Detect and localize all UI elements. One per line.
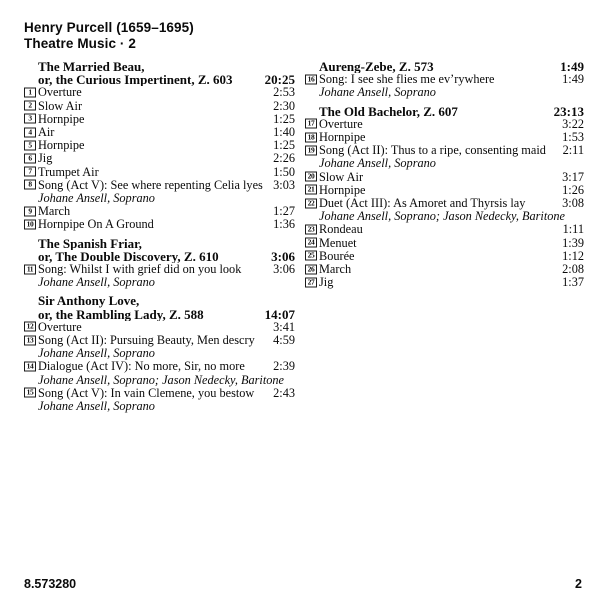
track-title: Trumpet Air — [38, 165, 99, 179]
track-number-box: 9 — [24, 206, 36, 216]
work-title-line — [305, 105, 584, 118]
track-title: Menuet — [319, 236, 357, 250]
track-title: Hornpipe — [38, 112, 85, 126]
track-title: Dialogue (Act IV): No more, Sir, no more — [38, 360, 245, 374]
track-duration: 1:12 — [562, 248, 584, 263]
track-row — [24, 86, 295, 99]
track-title: Hornpipe — [38, 139, 85, 153]
work-title-line — [24, 237, 295, 250]
track-number-box: 26 — [305, 264, 317, 274]
track-row — [24, 152, 295, 165]
track-title: Jig — [38, 152, 53, 166]
track-number-box: 23 — [305, 225, 317, 235]
track-duration: 2:26 — [273, 151, 295, 166]
track-row — [24, 360, 295, 373]
track-number-box: 11 — [24, 264, 36, 274]
track-number-box: 4 — [24, 127, 36, 137]
track-duration: 3:41 — [273, 319, 295, 334]
track-title: Bourée — [319, 249, 355, 263]
track-duration: 2:08 — [562, 262, 584, 277]
track-title: Song (Act II): Pursuing Beauty, Men descry — [38, 334, 255, 348]
track-title: Slow Air — [319, 170, 364, 184]
track-duration: 1:27 — [273, 204, 295, 219]
track-title: Song (Act V): In vain Clemene, you bestow — [38, 386, 255, 400]
track-duration: 1:39 — [562, 235, 584, 250]
track-number-box: 14 — [24, 362, 36, 372]
work-title-line — [24, 308, 295, 321]
track-title: Overture — [319, 117, 363, 131]
track-performers: Johane Ansell, Soprano — [319, 156, 436, 171]
track-duration: 4:59 — [273, 333, 295, 348]
track-title: Hornpipe — [319, 131, 366, 145]
track-duration: 1:36 — [273, 217, 295, 232]
track-duration: 3:17 — [562, 169, 584, 184]
track-number-box: 18 — [305, 132, 317, 142]
track-number-box: 27 — [305, 277, 317, 287]
work-total-duration: 3:06 — [271, 248, 295, 264]
track-row — [305, 223, 584, 236]
track-duration: 2:30 — [273, 98, 295, 113]
track-duration: 1:26 — [562, 182, 584, 197]
tracklist-column-right — [305, 60, 584, 289]
track-duration: 2:39 — [273, 359, 295, 374]
track-duration: 1:50 — [273, 164, 295, 179]
track-performers: Johane Ansell, Soprano — [38, 346, 155, 361]
track-number-box: 8 — [24, 180, 36, 190]
work-title-line — [305, 60, 584, 73]
track-row — [305, 276, 584, 289]
work-title-text: Aureng-Zebe, Z. 573 — [319, 60, 434, 74]
track-title: Overture — [38, 320, 82, 334]
track-duration: 3:22 — [562, 116, 584, 131]
track-number-box: 16 — [305, 74, 317, 84]
track-row — [305, 171, 584, 184]
track-performers: Johane Ansell, Soprano — [38, 399, 155, 414]
track-title: Slow Air — [38, 99, 83, 113]
track-row — [305, 263, 584, 276]
work-section — [24, 294, 295, 413]
track-row — [24, 139, 295, 152]
track-duration: 1:37 — [562, 275, 584, 290]
track-number-box: 5 — [24, 140, 36, 150]
track-duration: 2:11 — [562, 143, 584, 158]
track-number-box: 12 — [24, 322, 36, 332]
track-number-box: 17 — [305, 119, 317, 129]
track-number-box: 7 — [24, 167, 36, 177]
track-row — [24, 166, 295, 179]
track-duration: 1:25 — [273, 111, 295, 126]
track-number-box: 21 — [305, 185, 317, 195]
track-title: Song: Whilst I with grief did on you look — [38, 263, 242, 277]
work-title-text: Sir Anthony Love, — [38, 294, 140, 308]
work-title-text: or, the Curious Impertinent, Z. 603 — [38, 73, 233, 87]
work-title-text: The Spanish Friar, — [38, 236, 142, 250]
track-number-box: 15 — [24, 388, 36, 398]
track-title: March — [319, 263, 352, 277]
track-number-box: 1 — [24, 88, 36, 98]
track-row — [24, 205, 295, 218]
track-duration: 3:03 — [273, 177, 295, 192]
track-title: Air — [38, 126, 55, 140]
page-header — [24, 20, 194, 52]
track-duration: 1:11 — [562, 222, 584, 237]
work-title-line — [24, 73, 295, 86]
track-performers: Johane Ansell, Soprano — [38, 275, 155, 290]
track-row — [24, 321, 295, 334]
work-title-text: or, the Rambling Lady, Z. 588 — [38, 307, 204, 321]
work-title-line — [24, 60, 295, 73]
track-row — [24, 218, 295, 231]
track-number-box: 2 — [24, 101, 36, 111]
work-section — [24, 60, 295, 232]
work-total-duration: 1:49 — [560, 59, 584, 74]
page-footer — [24, 577, 582, 591]
track-row — [24, 113, 295, 126]
work-section — [24, 237, 295, 290]
track-performers: Johane Ansell, Soprano; Jason Nedecky, Baritone — [38, 372, 284, 387]
track-title: Rondeau — [319, 223, 363, 237]
work-title-text: The Married Beau, — [38, 60, 145, 74]
track-number-box: 20 — [305, 172, 317, 182]
catalog-number: 8.573280 — [24, 577, 77, 591]
track-title: Song: I see she flies me ev’rywhere — [319, 73, 495, 87]
track-title: March — [38, 205, 71, 219]
track-duration: 2:43 — [273, 385, 295, 400]
track-title: Song (Act II): Thus to a ripe, consenting maid — [319, 144, 546, 158]
track-row — [305, 118, 584, 131]
track-number-box: 24 — [305, 238, 317, 248]
composer-title: Henry Purcell (1659–1695) — [24, 20, 194, 35]
track-duration: 1:53 — [562, 130, 584, 145]
track-duration: 2:53 — [273, 85, 295, 100]
work-total-duration: 23:13 — [553, 103, 584, 119]
track-row — [305, 250, 584, 263]
track-duration: 1:25 — [273, 138, 295, 153]
track-number-box: 19 — [305, 145, 317, 155]
track-number-box: 10 — [24, 220, 36, 230]
work-section — [305, 105, 584, 290]
page-number: 2 — [575, 577, 582, 591]
work-section — [305, 60, 584, 100]
track-title: Overture — [38, 86, 82, 100]
track-number-box: 13 — [24, 335, 36, 345]
track-row — [24, 126, 295, 139]
track-title: Hornpipe — [319, 183, 366, 197]
track-performers: Johane Ansell, Soprano — [319, 85, 436, 100]
track-title: Duet (Act III): As Amoret and Thyrsis lay — [319, 197, 526, 211]
work-title-line — [24, 294, 295, 307]
track-number-box: 6 — [24, 154, 36, 164]
track-duration: 3:08 — [562, 196, 584, 211]
track-duration: 1:49 — [562, 72, 584, 87]
track-number-box: 25 — [305, 251, 317, 261]
track-row — [305, 237, 584, 250]
track-title: Song (Act V): See where repenting Celia lyes — [38, 178, 263, 192]
track-performers: Johane Ansell, Soprano; Jason Nedecky, Baritone — [319, 209, 565, 224]
work-title-text: The Old Bachelor, Z. 607 — [319, 104, 458, 118]
work-title-text: or, The Double Discovery, Z. 610 — [38, 249, 219, 264]
work-title-line — [24, 250, 295, 263]
track-number-box: 3 — [24, 114, 36, 124]
track-row — [305, 131, 584, 144]
track-duration: 1:40 — [273, 125, 295, 140]
track-row — [305, 184, 584, 197]
work-total-duration: 14:07 — [264, 306, 295, 322]
track-row — [24, 100, 295, 113]
track-title: Jig — [319, 276, 334, 290]
album-title: Theatre Music · 2 — [24, 36, 136, 51]
work-total-duration: 20:25 — [264, 72, 295, 88]
track-number-box: 22 — [305, 198, 317, 208]
track-performers: Johane Ansell, Soprano — [38, 191, 155, 206]
tracklist-column-left — [24, 60, 295, 413]
track-title: Hornpipe On A Ground — [38, 218, 154, 232]
track-duration: 3:06 — [273, 262, 295, 277]
